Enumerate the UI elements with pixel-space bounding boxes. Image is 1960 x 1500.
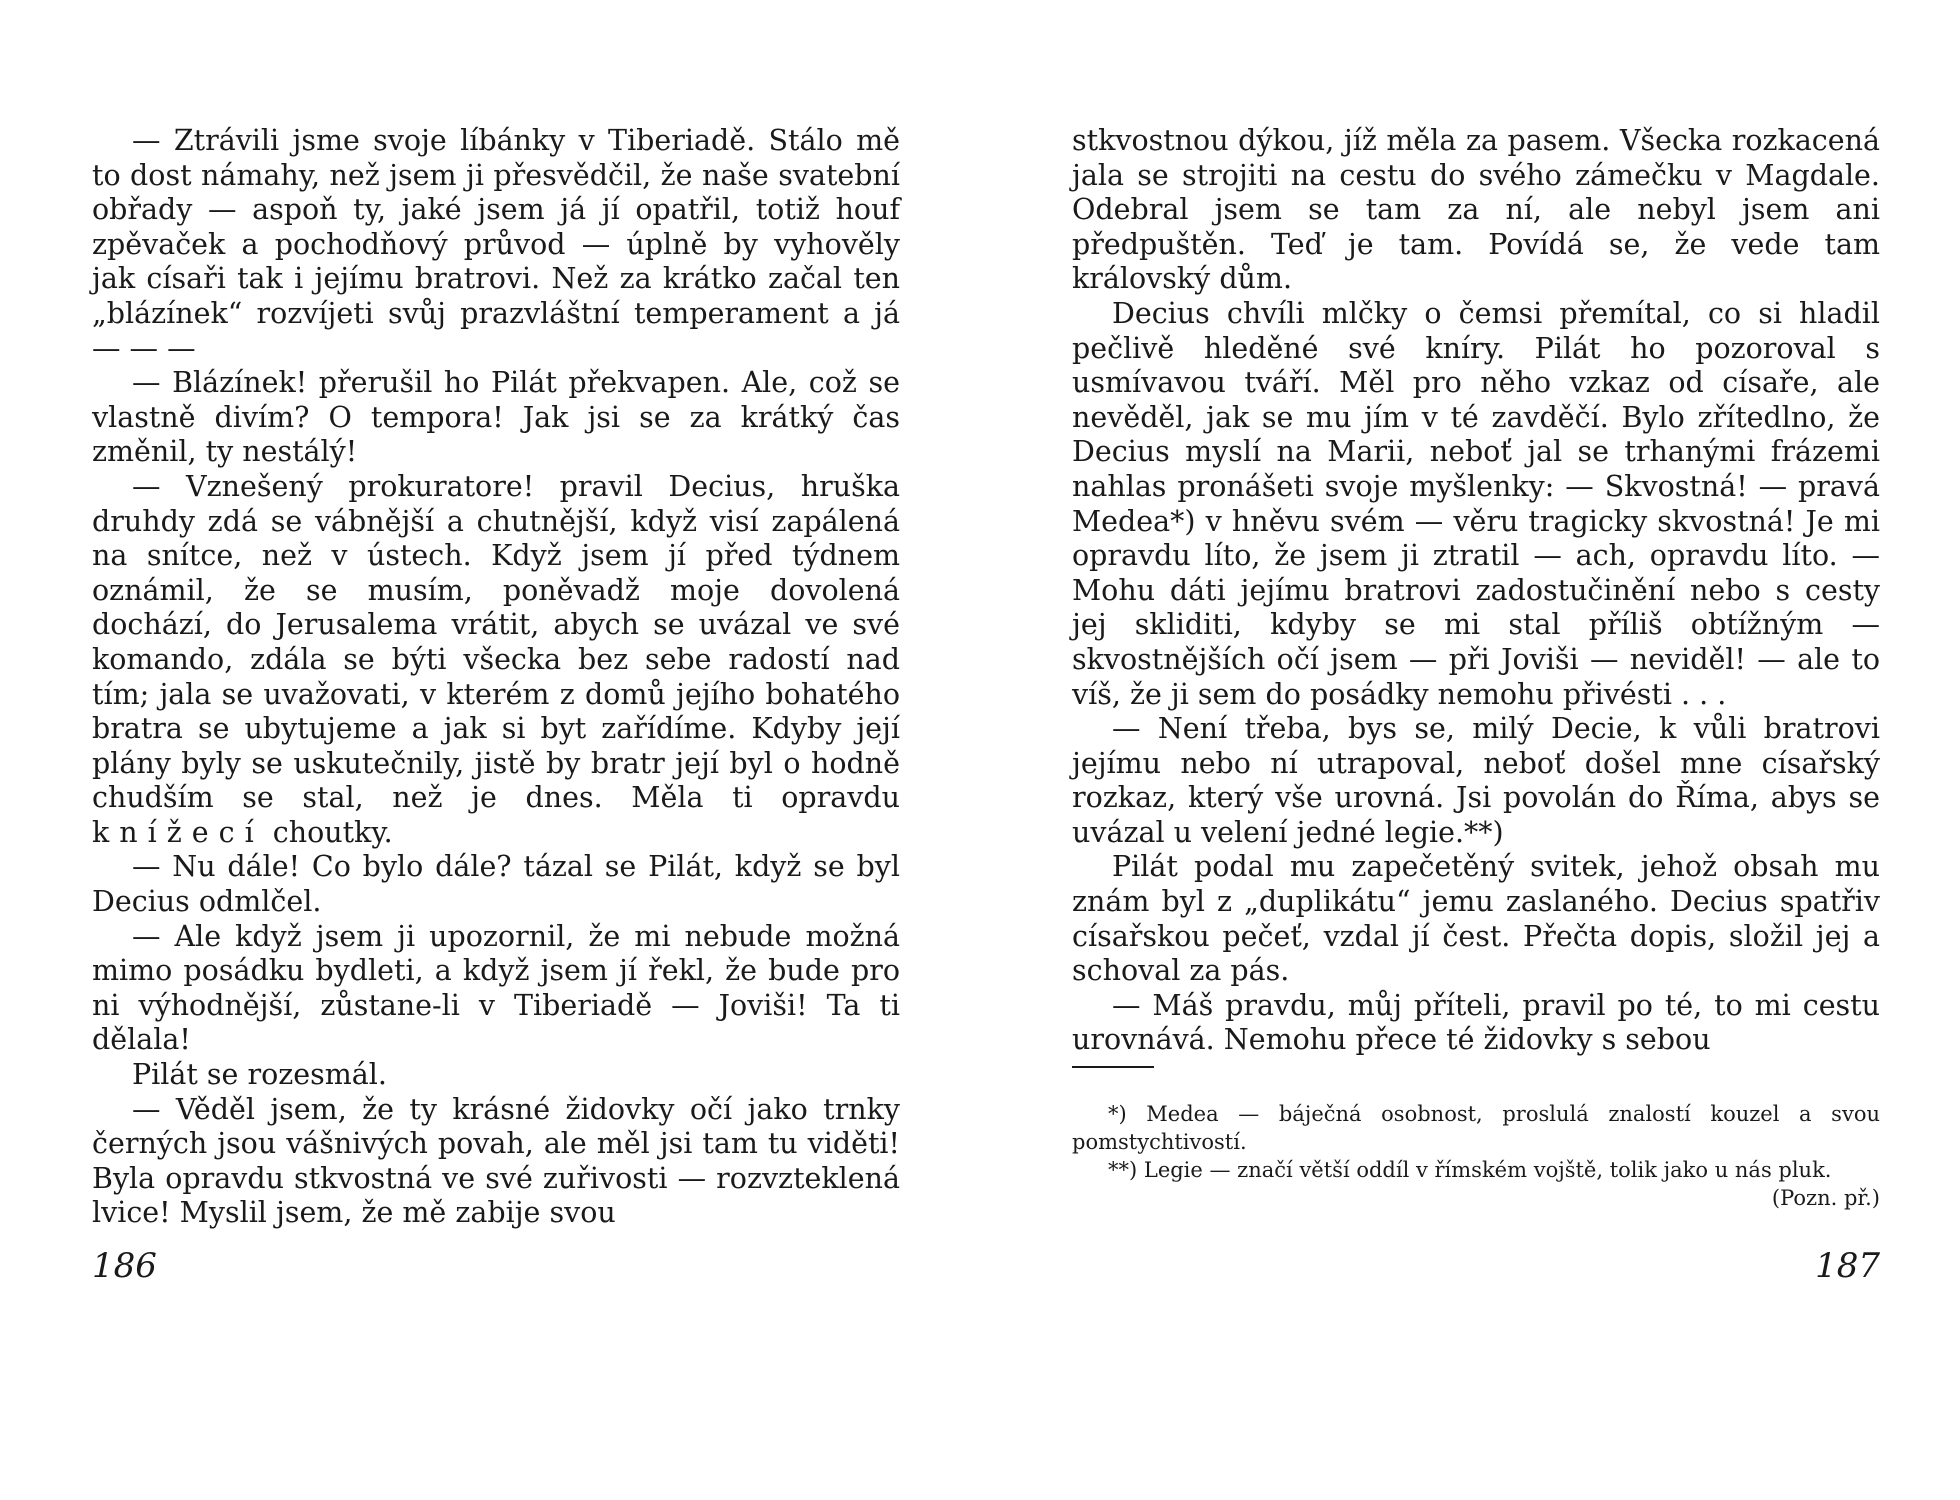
footnotes xyxy=(1072,1100,1880,1212)
paragraph: — Máš pravdu, můj příteli, pravil po té, to mi cestu urovnává. Nemohu přece té židovky s sebou xyxy=(1072,988,1880,1057)
footnote-text: **) Legie — značí větší oddíl v římském vojště, tolik jako u nás pluk. xyxy=(1108,1158,1832,1182)
footnote-source: (Pozn. př.) xyxy=(1771,1186,1880,1210)
paragraph: stkvostnou dýkou, jíž měla za pasem. Všecka rozkacená jala se strojiti na cestu do svého zámečku v Magdale. Odebral jsem se tam za ní, ale nebyl jsem ani předpuštěn. Teď je tam. Povídá se, že vede tam královský dům. xyxy=(1072,124,1880,296)
footnote xyxy=(1072,1156,1880,1210)
page-number: 187 xyxy=(1815,1246,1880,1286)
paragraph: Pilát se rozesmál. xyxy=(132,1058,387,1092)
right-page xyxy=(980,0,1960,1500)
footnote-divider xyxy=(1072,1066,1154,1068)
paragraph: — Ale když jsem ji upozornil, že mi nebude možná mimo posádku bydleti, a když jsem jí řekl, že bude pro ni výhodnější, zůstane-li v Tiberiadě — Joviši! Ta ti dělala! xyxy=(92,919,900,1057)
paragraph-tail: choutky. xyxy=(263,815,393,849)
footnote: *) Medea — báječná osobnost, proslulá znalostí kouzel a svou pomstychtivostí. xyxy=(1072,1102,1880,1154)
paragraph: — Ztrávili jsme svoje líbánky v Tiberiadě. Stálo mě to dost námahy, než jsem ji přesvědčil, že naše svatební obřady — aspoň ty, jaké jsem já jí opatřil, totiž houf zpěvaček a pochodňový průvod — úplně by vyhověly jak císaři tak i jejímu bratrovi. Než za krátko začal ten „blázínek“ rozvíjeti svůj prazvláštní temperament a já — — — xyxy=(92,124,900,365)
paragraph: — Věděl jsem, že ty krásné židovky očí jako trnky černých jsou vášnivých povah, ale měl jsi tam tu viděti! Byla opravdu stkvostná ve své zuřivosti — rozvzteklená lvice! Myslil jsem, že mě zabije svou xyxy=(92,1092,900,1230)
paragraph xyxy=(92,470,900,851)
paragraph: — Není třeba, bys se, milý Decie, k vůli bratrovi jejímu nebo ní utrapoval, neboť došel mne císařský rozkaz, který vše urovná. Jsi povolán do Říma, abys se uvázal u velení jedné legie.**) xyxy=(1072,712,1880,849)
right-page-text xyxy=(1072,124,1880,1058)
paragraph-text: — Vznešený prokuratore! pravil Decius, hruška druhdy zdá se vábnější a chutnější, když visí zapálená na snítce, než v ústech. Když jsem jí před týdnem oznámil, že se musím, poněvadž moje dovolená dochází, do Jerusalema vrátit, abych se uvázal ve své komando, zdála se býti všecka bez sebe radostí nad tím; jala se uvažovati, v kterém z domů jejího bohatého bratra se ubytujeme a jak si byt zařídíme. Kdyby její plány byly se uskutečnily, jistě by bratr její byl o hodně chudším se stal, než je dnes. Měla ti opravdu xyxy=(92,469,900,815)
paragraph: — Blázínek! přerušil ho Pilát překvapen. Ale, což se vlastně divím? O tempora! Jak jsi se za krátký čas změnil, ty nestálý! xyxy=(92,366,900,469)
paragraph: Decius chvíli mlčky o čemsi přemítal, co si hladil pečlivě hleděné své kníry. Pilát ho pozoroval s usmívavou tváří. Měl pro něho vzkaz od císaře, ale nevěděl, jak se mu jím v té zavděčí. Bylo zřítedlno, že Decius myslí na Marii, neboť jal se trhanými frázemi nahlas pronášeti svoje myšlenky: — Skvostná! — pravá Medea*) v hněvu svém — věru tragicky skvostná! Je mi opravdu líto, že jsem ji ztratil — ach, opravdu líto. — Mohu dáti jejímu bratrovi zadostučinění nebo s cesty jej skliditi, kdyby se mi stal příliš obtížným — skvostnějších očí jsem — při Joviši — neviděl! — ale to víš, že ji sem do posádky nemohu přivésti . . . xyxy=(1072,296,1880,711)
paragraph: Pilát podal mu zapečetěný svitek, jehož obsah mu znám byl z „duplikátu“ jemu zaslaného. Decius spatřiv císařskou pečeť, vzdal jí čest. Přečta dopis, složil jej a schoval za pás. xyxy=(1072,850,1880,988)
page-number: 186 xyxy=(92,1246,157,1286)
paragraph: — Nu dále! Co bylo dále? tázal se Pilát, když se byl Decius odmlčel. xyxy=(92,850,900,919)
spaced-word: knížecí xyxy=(92,815,264,849)
left-page-text xyxy=(92,124,900,1231)
